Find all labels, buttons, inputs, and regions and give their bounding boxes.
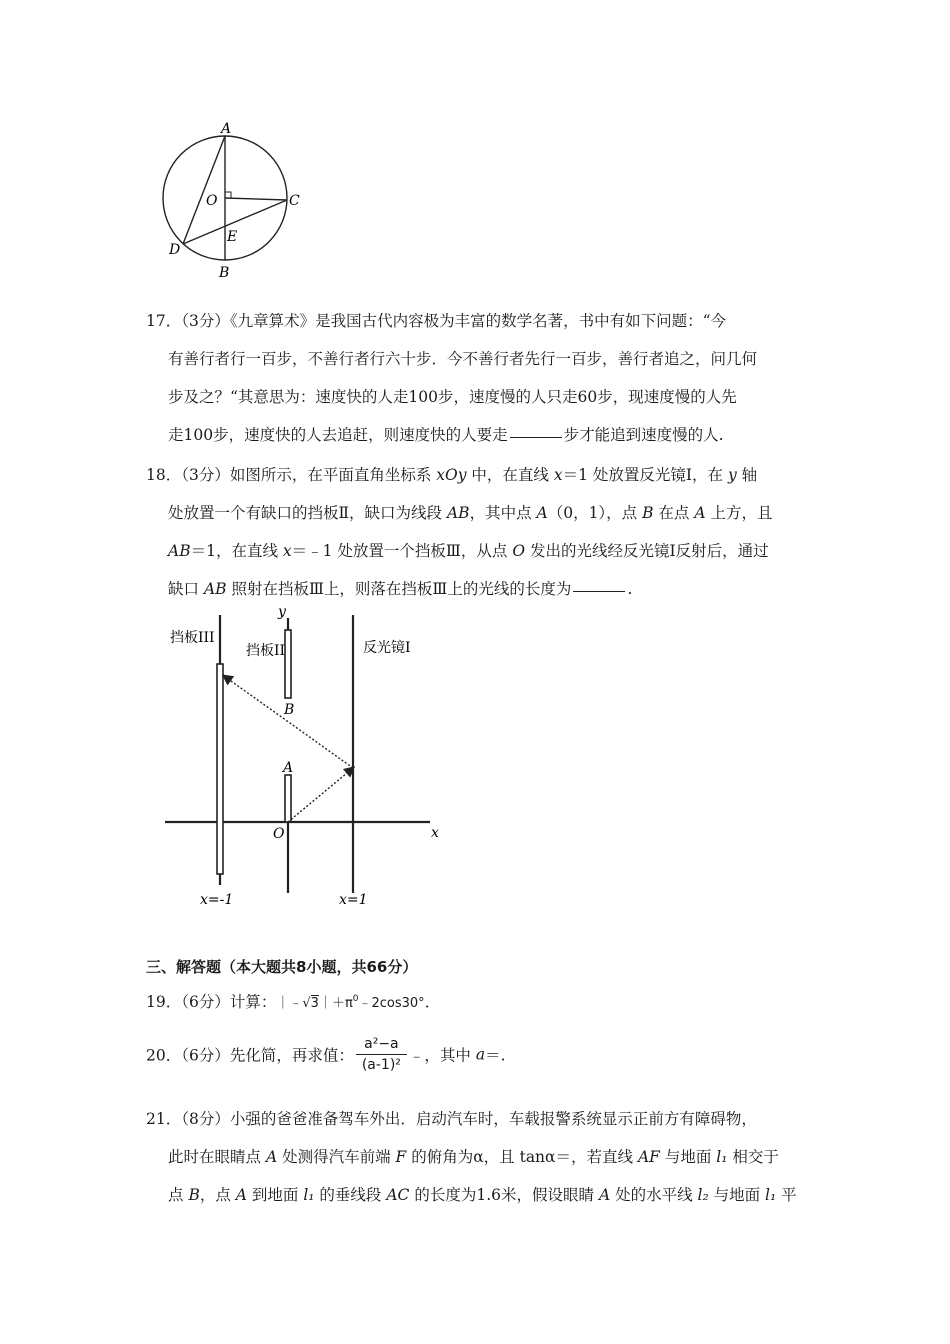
q21-text: 平	[776, 1186, 797, 1204]
right-angle-mark	[225, 192, 231, 198]
q21-var: l₁	[716, 1148, 728, 1166]
q19-expr-b: ｜＋π	[318, 996, 353, 1011]
q21-var: A	[265, 1148, 278, 1166]
question-21	[146, 1100, 811, 1214]
q21-text: 的垂线段	[314, 1186, 387, 1204]
q18-var: x	[282, 542, 292, 560]
label-y-axis: y	[278, 604, 286, 620]
q20-prefix: 20．（6分）先化简，再求值：	[146, 1046, 354, 1065]
label-x-axis: x	[431, 825, 439, 841]
q21-text: 的长度为1.6米，假设眼睛	[409, 1186, 599, 1204]
label-point-a: A	[283, 760, 294, 776]
question-20	[146, 1036, 506, 1073]
chord-ad	[183, 136, 225, 244]
section-heading: 三、解答题（本大题共8小题，共66分）	[146, 958, 418, 976]
q19-end: ．	[424, 993, 441, 1011]
q20-mid: ﹣，其中	[408, 1046, 476, 1065]
q21-var: AC	[386, 1186, 410, 1204]
q18-var: xOy	[436, 466, 467, 484]
board-ii-upper	[285, 630, 291, 698]
question-17	[146, 302, 811, 454]
q21-text: 处测得汽车前端	[277, 1148, 396, 1166]
q18-text: 上方，且	[705, 504, 773, 522]
light-ray-incident	[288, 768, 353, 822]
q19-exponent: 0	[352, 993, 359, 1004]
q18-var: AB	[203, 580, 227, 598]
q21-text: 点	[168, 1186, 189, 1204]
optics-diagram	[160, 600, 460, 920]
board-ii-lower	[285, 775, 291, 822]
fraction-denominator: (a-1)²	[361, 1057, 401, 1073]
q17-line-2: 有善行者行一百步，不善行者行六十步．今不善行者先行一百步，善行者追之，问几何	[168, 350, 758, 368]
q21-var: B	[188, 1186, 200, 1204]
q17-text-after-blank: 步才能追到速度慢的人.	[563, 426, 724, 444]
q21-text: ，点	[199, 1186, 236, 1204]
q21-line-1: 21．（8分）小强的爸爸准备驾车外出．启动汽车时，车载报警系统显示正前方有障碍物，	[146, 1110, 757, 1128]
label-d: D	[169, 242, 181, 258]
q17-line-4	[146, 416, 811, 454]
sqrt-radicand: 3	[310, 996, 319, 1011]
q21-line-2	[146, 1138, 811, 1176]
q18-text: 发出的光线经反光镜Ⅰ反射后，通过	[525, 542, 769, 560]
q18-line-1	[146, 456, 811, 494]
fraction	[356, 1036, 407, 1073]
q20-end: ＝.	[485, 1046, 506, 1065]
q20-var: a	[475, 1045, 486, 1064]
label-point-b: B	[284, 702, 295, 718]
label-board-ii: 挡板II	[246, 643, 286, 659]
q18-text: ＝1 处放置反光镜Ⅰ，在	[562, 466, 728, 484]
q18-var: A	[536, 504, 548, 522]
q18-text: ，其中点	[469, 504, 537, 522]
q21-var: F	[395, 1148, 407, 1166]
q21-text: 相交于	[727, 1148, 779, 1166]
q18-text: ＝1，在直线	[190, 542, 283, 560]
q18-var: O	[512, 542, 526, 560]
q21-var: A	[235, 1186, 247, 1204]
fraction-numerator: a²−a	[356, 1036, 407, 1055]
label-e: E	[227, 229, 238, 245]
q18-text: 处放置一个有缺口的挡板Ⅱ，缺口为线段	[168, 504, 447, 522]
segment-oc	[225, 198, 287, 200]
q18-var: B	[642, 504, 654, 522]
q17-line-1: 17．（3分）《九章算术》是我国古代内容极为丰富的数学名著，书中有如下问题：“今	[146, 312, 727, 330]
q17-line-3: 步及之？“其意思为：速度快的人走100步，速度慢的人只走60步，现速度慢的人先	[168, 388, 737, 406]
q21-var: l₁	[303, 1186, 315, 1204]
q18-var: y	[727, 466, 737, 484]
q19-prefix: 19．（6分）计算：	[146, 993, 277, 1011]
circle-figure	[160, 120, 310, 285]
q21-text: 与地面	[659, 1148, 717, 1166]
q18-text: 缺口	[168, 580, 204, 598]
label-mirror: 反光镜I	[363, 640, 411, 656]
question-18	[146, 456, 811, 608]
q21-var: AF	[637, 1148, 660, 1166]
q21-var: l₂	[697, 1186, 709, 1204]
label-board-iii: 挡板III	[170, 630, 215, 646]
answer-blank-17	[510, 436, 562, 438]
label-origin: O	[273, 826, 285, 842]
q21-line-3	[146, 1176, 811, 1214]
q21-var: l₁	[765, 1186, 777, 1204]
q19-abs-open: ｜﹣	[276, 996, 303, 1011]
q18-text: 18．（3分）如图所示，在平面直角坐标系	[146, 466, 437, 484]
label-x-neg1: x=-1	[200, 892, 234, 908]
q18-text: .	[627, 580, 633, 598]
label-c: C	[289, 193, 300, 209]
q18-text: 在点	[653, 504, 695, 522]
q17-text-before-blank: 走100步，速度快的人去追赶，则速度快的人要走	[168, 426, 508, 444]
label-a: A	[221, 121, 232, 137]
q18-line-2	[146, 494, 811, 532]
question-19	[146, 990, 440, 1012]
label-b: B	[219, 265, 230, 281]
q18-text: 照射在挡板Ⅲ上，则落在挡板Ⅲ上的光线的长度为	[226, 580, 572, 598]
q18-var: AB	[446, 504, 470, 522]
q21-text: 到地面	[246, 1186, 304, 1204]
q18-line-3	[146, 532, 811, 570]
q19-expr-c: ﹣2cos30°	[358, 996, 425, 1011]
q21-text: 处的水平线	[610, 1186, 698, 1204]
q18-text: 轴	[736, 466, 758, 484]
q18-var: A	[694, 504, 706, 522]
sqrt-symbol: √	[302, 996, 311, 1011]
q21-var: A	[598, 1186, 611, 1204]
q18-var: x	[553, 466, 563, 484]
q18-var: AB	[168, 542, 191, 560]
q18-text: 中，在直线	[466, 466, 554, 484]
q21-text: 此时在眼睛点	[168, 1148, 266, 1166]
label-x-1: x=1	[339, 892, 368, 908]
label-o: O	[206, 193, 218, 209]
q21-text: 的俯角为α，且 tanα＝，若直线	[406, 1148, 638, 1166]
board-iii	[217, 664, 223, 874]
q18-text: （0，1），点	[547, 504, 643, 522]
answer-blank-18	[573, 590, 625, 592]
q21-text: 与地面	[708, 1186, 766, 1204]
q18-text: ＝﹣1 处放置一个挡板Ⅲ，从点	[291, 542, 513, 560]
